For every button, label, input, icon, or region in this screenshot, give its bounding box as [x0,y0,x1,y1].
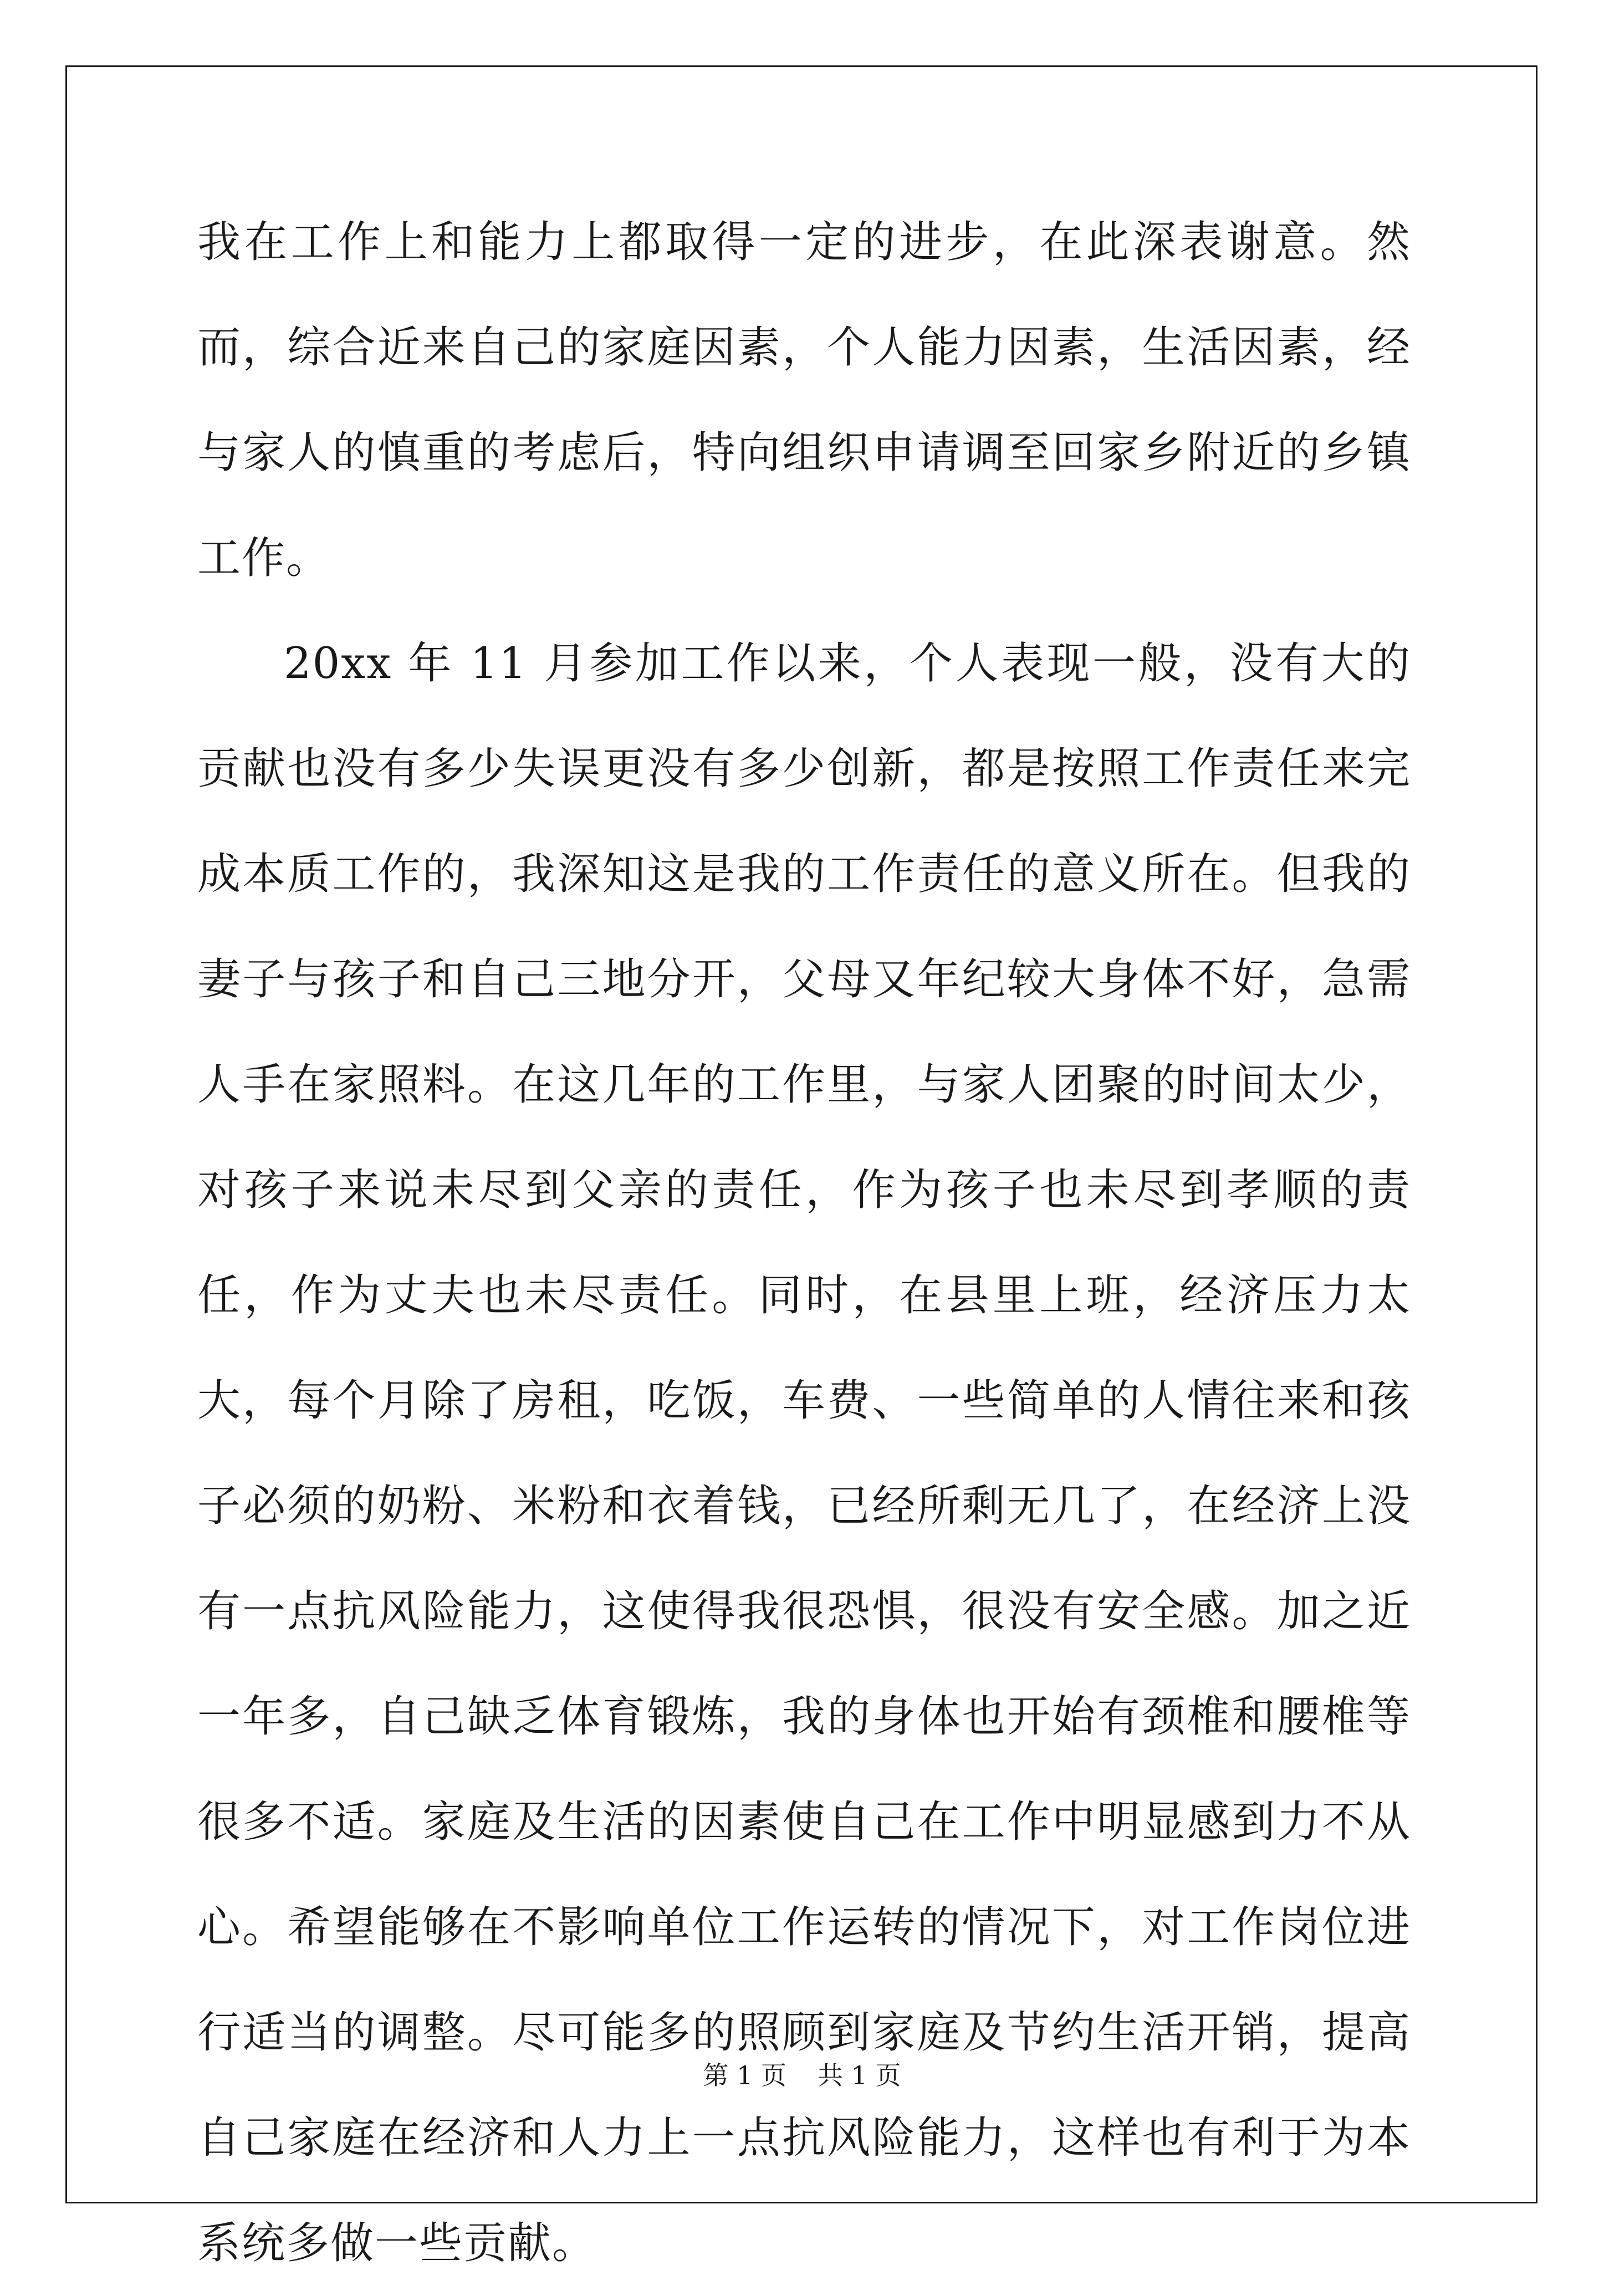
paragraph-2: 20xx 年 11 月参加工作以来，个人表现一般，没有大的贡献也没有多少失误更没有多少创新，都是按照工作责任来完成本质工作的，我深知这是我的工作责任的意义所在。但我的妻子与孩子和自己三地分开，父母又年纪较大身体不好，急需人手在家照料。在这几年的工作里，与家人团聚的时间太少，对孩子来说未尽到父亲的责任，作为孩子也未尽到孝顺的责任，作为丈夫也未尽责任。同时，在县里上班，经济压力太大，每个月除了房租，吃饭，车费、一些简单的人情往来和孩子必须的奶粉、米粉和衣着钱，已经所剩无几了，在经济上没有一点抗风险能力，这使得我很恐惧，很没有安全感。加之近一年多，自己缺乏体育锻炼，我的身体也开始有颈椎和腰椎等很多不适。家庭及生活的因素使自己在工作中明显感到力不从心。希望能够在不影响单位工作运转的情况下，对工作岗位进行适当的调整。尽可能多的照顾到家庭及节约生活开销，提高自己家庭在经济和人力上一点抗风险能力，这样也有利于为本系统多做一些贡献。 [197,639,1411,2268]
document-body [197,190,1411,2296]
page-footer [0,2055,1604,2092]
page-number: 第 1 页 [703,2060,786,2090]
paragraph-1: 我在工作上和能力上都取得一定的进步，在此深表谢意。然而，综合近来自己的家庭因素，个人能力因素，生活因素，经与家人的慎重的考虑后，特向组织申请调至回家乡附近的乡镇工作。 [197,217,1411,583]
page-total: 共 1 页 [818,2060,901,2090]
